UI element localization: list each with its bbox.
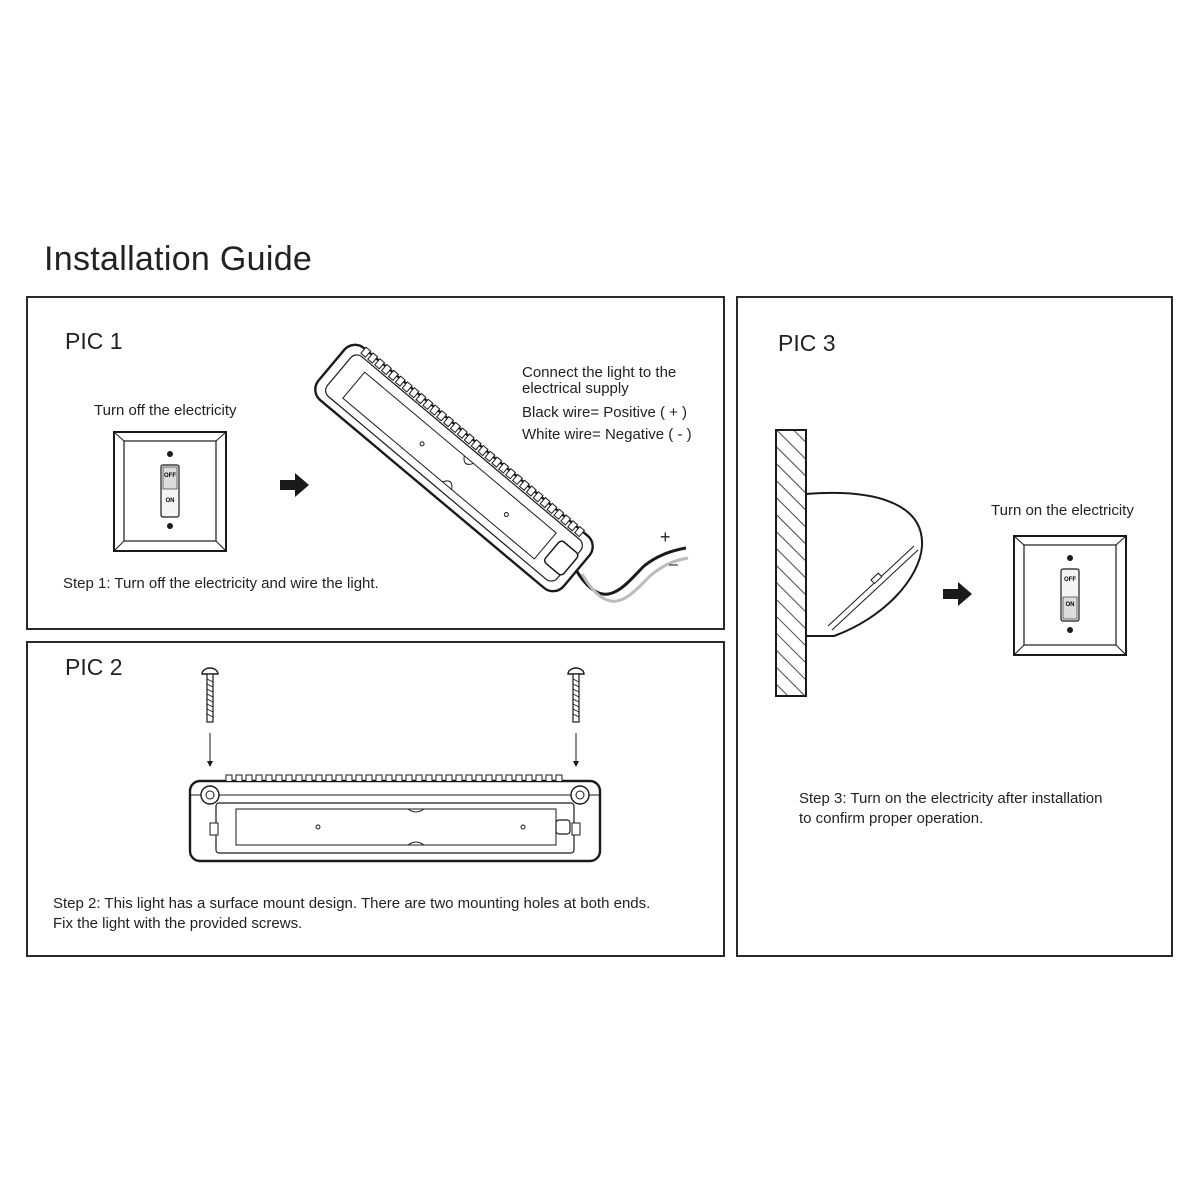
switch-off-text: OFF: [1064, 577, 1076, 583]
step3-text-line2: to confirm proper operation.: [799, 810, 984, 827]
switch-on-text: ON: [165, 498, 175, 504]
pic2-panel: [26, 641, 725, 957]
pic1-label: PIC 1: [65, 328, 123, 354]
pic1-switch-caption: Turn off the electricity: [94, 402, 237, 419]
wall-mounted-light-icon: [774, 428, 964, 700]
screw-icon-left: [198, 665, 222, 769]
pic3-switch-caption: Turn on the electricity: [991, 502, 1134, 519]
light-switch-on-icon: [1013, 535, 1127, 656]
black-wire-note: Black wire= Positive ( + ): [522, 404, 688, 421]
screw-icon-right: [564, 665, 588, 769]
right-arrow-icon: [280, 473, 310, 497]
step3-text-line1: Step 3: Turn on the electricity after installation: [799, 790, 1103, 807]
wall-hatch-icon: [776, 430, 806, 696]
connect-instruction-line2: electrical supply: [522, 380, 629, 397]
step2-text-line1: Step 2: This light has a surface mount design. There are two mounting holes at both ends.: [53, 895, 651, 912]
switch-on-text: ON: [1065, 602, 1075, 608]
pic3-panel: [736, 296, 1173, 957]
switch-off-text: OFF: [164, 473, 176, 479]
step1-text: Step 1: Turn off the electricity and wire the light.: [63, 575, 379, 592]
minus-sign: –: [669, 556, 678, 573]
right-arrow-icon: [943, 582, 973, 606]
light-switch-off-icon: [113, 431, 227, 552]
light-fixture-top-view-icon: [188, 773, 602, 865]
pic1-panel: [26, 296, 725, 630]
connect-instruction-line1: Connect the light to the: [522, 364, 677, 381]
step2-text-line2: Fix the light with the provided screws.: [53, 915, 303, 932]
pic3-label: PIC 3: [778, 330, 836, 356]
pic2-label: PIC 2: [65, 654, 123, 680]
page-title: Installation Guide: [44, 240, 313, 278]
plus-sign: +: [660, 527, 671, 547]
white-wire-note: White wire= Negative ( - ): [522, 426, 692, 443]
